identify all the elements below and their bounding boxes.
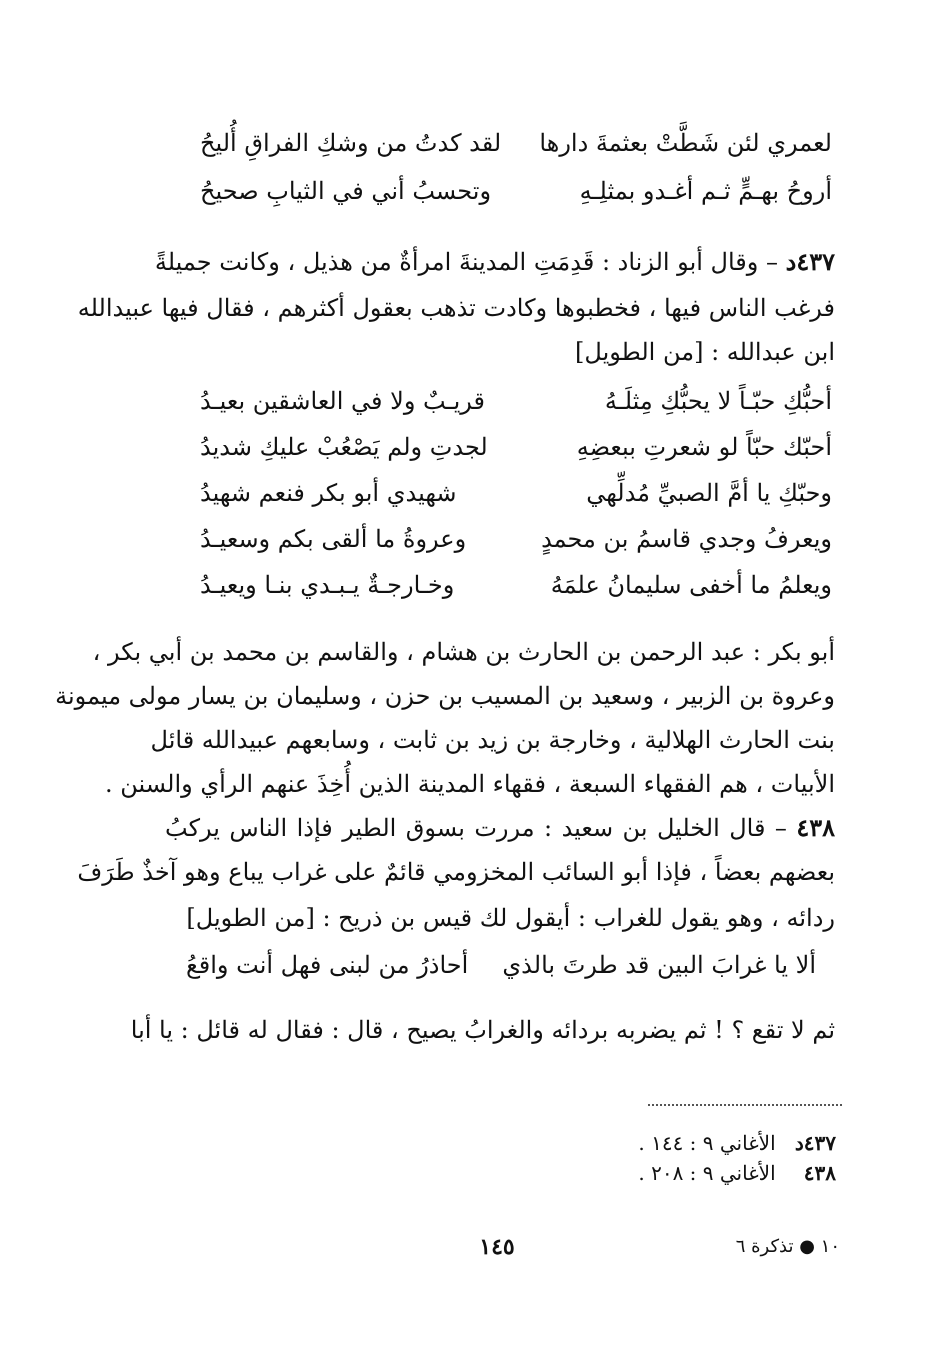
verse-second-hemistich: وعروةُ ما ألقى بكم وسعيـدُ [200, 525, 467, 553]
verse-first-hemistich: لعمري لئن شَطَّتْ بعثمةَ دارها [539, 129, 832, 157]
verse-second-hemistich: لجدتِ ولم يَصْعُبْ عليكِ شديدُ [200, 433, 488, 461]
verse-line [186, 942, 816, 988]
verse-first-hemistich: أحبُّكِ حبّـاً لا يحبُّكِ مِثلَـهُ [604, 387, 832, 415]
paragraph-line: الأبيات ، هم الفقهاء السبعة ، فقهاء المدينة الذين أُخِذَ عنهم الرأي والسنن . [104, 770, 835, 798]
verse-second-hemistich: أحاذرُ من لبنى فهل أنت واقعُ [186, 951, 469, 979]
verse-line [200, 470, 832, 516]
verse-line [200, 168, 832, 214]
footnote-number: ٤٣٨ [803, 1161, 836, 1185]
verse-line [200, 424, 832, 470]
section-number: ٤٣٨ [796, 813, 836, 842]
section-number: ٤٣٧د [785, 247, 835, 276]
paragraph-line: بنت الحارث الهلالية ، وخارجة بن زيد بن ثابت ، وسابعهم عبيدالله قائل [150, 726, 835, 754]
paragraph-line: بعضهم بعضاً ، فإذا أبو السائب المخزومي قائمٌ على غراب يباع وهو آخذٌ طَرَفَ [77, 858, 835, 886]
verse-second-hemistich: قريـبٌ ولا في العاشقين بعيـدُ [200, 387, 486, 415]
signature-mark: ١٠ ● تذكرة ٦ [735, 1236, 840, 1257]
paragraph-line: ردائه ، وهو يقول للغراب : أيقول لك قيس بن ذريح : [من الطويل] [186, 904, 835, 932]
verse-first-hemistich: ويعرفُ وجدي قاسمُ بن محمدٍ [541, 525, 832, 553]
verse-line [200, 562, 832, 608]
paragraph-line: وعروة بن الزبير ، وسعيد بن المسيب بن حزن ، وسليمان بن يسار مولى ميمونة [55, 682, 835, 710]
verse-second-hemistich: وخـارجـةٌ يـبـدي بنـا ويعيـدُ [200, 571, 455, 599]
verse-line [200, 120, 832, 166]
verse-second-hemistich: لقد كدتُ من وشكِ الفراقِ أُليحُ [200, 129, 502, 157]
page-number: ١٤٥ [479, 1234, 515, 1260]
paragraph-line: ثم لا تقع ؟ ! ثم يضربه بردائه والغرابُ يصيح ، قال : فقال له قائل : يا أبا [130, 1016, 835, 1044]
verse-second-hemistich: شهيدي أبو بكر فنعم شهيدُ [200, 479, 457, 507]
footnote-separator [648, 1104, 842, 1106]
footnote-number: ٤٣٧د [794, 1131, 836, 1155]
section-text: – وقال أبو الزناد : قَدِمَتِ المدينةَ امرأةٌ من هذيل ، وكانت جميلةً [154, 248, 778, 276]
paragraph-line [165, 806, 835, 850]
verse-second-hemistich: وتحسبُ أني في الثيابِ صحيحُ [200, 177, 492, 205]
verse-first-hemistich: أحبّك حبّاً لو شعرتِ ببعضِهِ [576, 433, 832, 461]
verse-first-hemistich: أروحُ بهـمٍّ ثـم أغـدو بمثلِـهِ [579, 177, 832, 205]
verse-first-hemistich: ألا يا غرابَ البين قد طرتَ بالذي [502, 951, 816, 979]
verse-first-hemistich: وحبّكِ يا أمَّ الصبيِّ مُدلِّهي [586, 479, 832, 507]
footnote [536, 1158, 836, 1188]
verse-line [200, 516, 832, 562]
footnote-text: الأغاني ٩ : ٢٠٨ . [638, 1161, 776, 1185]
paragraph-line: ابن عبدالله : [من الطويل] [575, 338, 835, 366]
verse-first-hemistich: ويعلمُ ما أخفى سليمانُ علمَهُ [550, 571, 832, 599]
footnote-text: الأغاني ٩ : ١٤٤ . [638, 1131, 776, 1155]
paragraph-line: أبو بكر : عبد الرحمن بن الحارث بن هشام ، والقاسم بن محمد بن أبي بكر ، [92, 638, 835, 666]
footnote [536, 1128, 836, 1158]
paragraph-line: فرغب الناس فيها ، فخطبوها وكادت تذهب بعقول أكثرهم ، فقال فيها عبيدالله [77, 294, 835, 322]
paragraph-line [154, 240, 835, 284]
section-text: – قال الخليل بن سعيد : مررت بسوق الطير فإذا الناس يركبُ [165, 814, 787, 842]
verse-line [200, 378, 832, 424]
